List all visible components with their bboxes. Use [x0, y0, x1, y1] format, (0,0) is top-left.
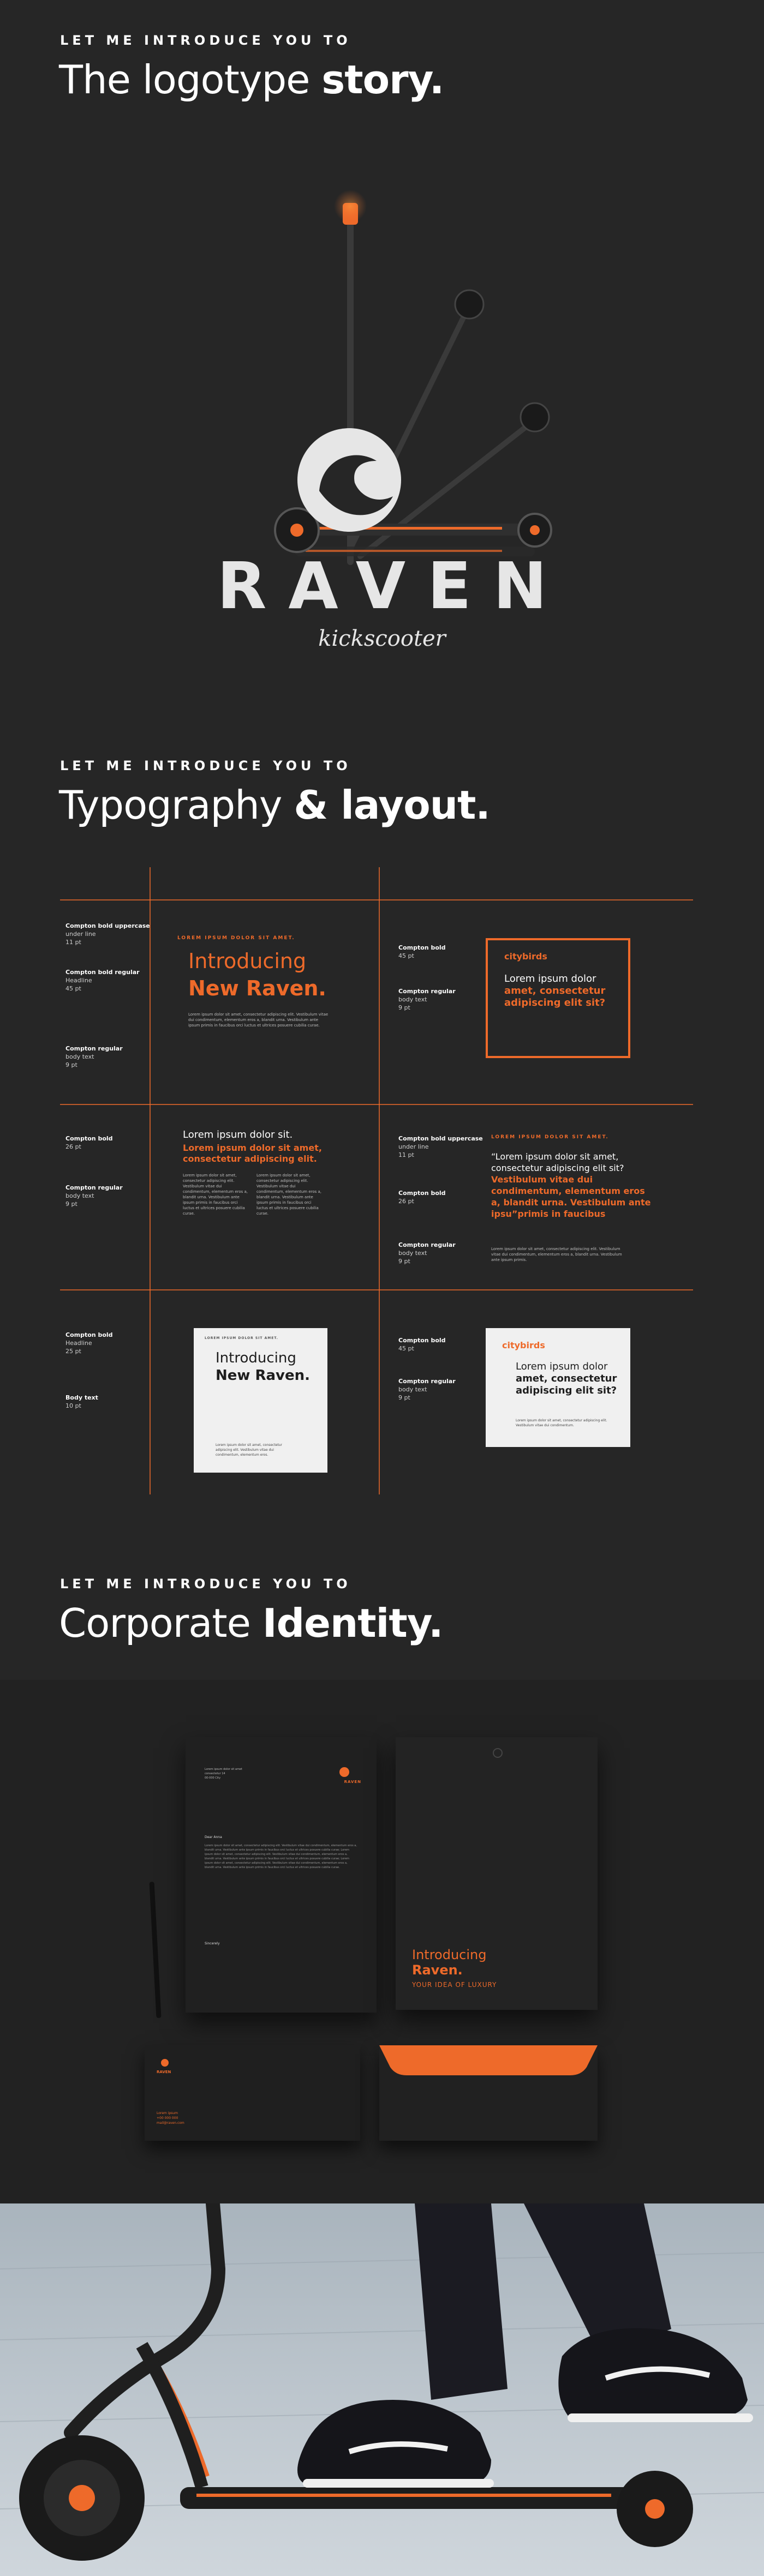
spec-underline-2: Compton bold uppercase under line 11 pt	[398, 1135, 483, 1158]
citybirds-white-brand: citybirds	[502, 1340, 545, 1350]
citybirds-white-text: Lorem ipsum dolor amet, consectetur adipiscing elit sit?	[516, 1361, 617, 1396]
pen	[149, 1882, 161, 2018]
business-card-logo-icon	[161, 2059, 169, 2067]
white-card-heading: Introducing	[216, 1350, 296, 1366]
logo-tagline: kickscooter	[318, 626, 446, 651]
typography-eyebrow: LET ME INTRODUCE YOU TO	[60, 758, 351, 773]
citybirds-white-card	[486, 1328, 630, 1447]
photo-scooter-deck	[180, 2487, 671, 2509]
spec-headline-25: Compton bold Headline 25 pt	[65, 1331, 113, 1355]
business-card-brand: RAVEN	[157, 2070, 171, 2074]
panel1-body: Lorem ipsum dolor sit amet, consectetur adipiscing elit. Vestibulum vitae dui condimentum, elementum eros a, blandit urna. Vestibulum ante ipsum primis in faucibus orci luctus et ultrices posuere cubilia curae.	[188, 1012, 329, 1028]
envelope-button	[493, 1748, 503, 1758]
spec-body: Compton regular body text 9 pt	[65, 1045, 123, 1068]
letterhead-greeting: Dear Anna	[205, 1835, 222, 1839]
spec-headline: Compton bold regular Headline 45 pt	[65, 969, 140, 992]
large-envelope	[396, 1737, 598, 2010]
spec-bold-26: Compton bold 26 pt	[65, 1135, 113, 1150]
letterhead-signoff: Sincerely	[205, 1942, 220, 1945]
letterhead	[186, 1737, 377, 2013]
panel4-body: Lorem ipsum dolor sit amet, consectetur adipiscing elit. Vestibulum vitae dui condimentum, elementum eros a, blandit urna. Vestibulum ante ipsum primis.	[491, 1247, 622, 1262]
citybirds-text: Lorem ipsum dolor amet, consectetur adipiscing elit sit?	[504, 973, 606, 1008]
citybirds-outline-card	[486, 938, 630, 1058]
white-card-kicker: LOREM IPSUM DOLOR SIT AMET.	[205, 1336, 278, 1340]
spec-body-2: Compton regular body text 9 pt	[398, 988, 456, 1011]
panel1-kicker: LOREM IPSUM DOLOR SIT AMET.	[177, 935, 295, 941]
logo-section-title: The logotype story.	[59, 57, 444, 103]
white-card-body: Lorem ipsum dolor sit amet, consectetur adipiscing elit. Vestibulum vitae dui condimentum, elementum eros.	[216, 1443, 283, 1457]
ghost-wheel-1	[455, 290, 484, 319]
logo-wordmark: RAVEN	[217, 548, 569, 623]
envelope-heading-bold: Raven.	[412, 1962, 463, 1978]
dl-envelope	[379, 2045, 598, 2141]
spec-bold-26-b: Compton bold 26 pt	[398, 1190, 446, 1205]
citybirds-white-body: Lorem ipsum dolor sit amet, consectetur adipiscing elit. Vestibulum vitae dui condimentum.	[516, 1419, 607, 1427]
spec-body-10: Body text 10 pt	[65, 1394, 98, 1409]
business-card	[145, 2045, 360, 2141]
introducing-white-card	[194, 1328, 327, 1473]
spec-body-5: Compton regular body text 9 pt	[398, 1378, 456, 1401]
letterhead-brand: RAVEN	[344, 1780, 361, 1784]
envelope-tagline: YOUR IDEA OF LUXURY	[412, 1981, 497, 1989]
spec-bold-45-b: Compton bold 45 pt	[398, 1337, 446, 1352]
corporate-eyebrow: LET ME INTRODUCE YOU TO	[60, 1576, 351, 1592]
typography-grid	[0, 862, 764, 1500]
panel3-subheading: Lorem ipsum dolor sit amet, consectetur adipiscing elit.	[183, 1143, 322, 1164]
corporate-section-title: Corporate Identity.	[59, 1600, 443, 1646]
corporate-identity-mockup	[0, 1680, 764, 2203]
citybirds-brand: citybirds	[504, 951, 547, 962]
letterhead-logo-icon	[339, 1767, 349, 1777]
spec-underline: Compton bold uppercase under line 11 pt	[65, 922, 150, 946]
spec-body-3: Compton regular body text 9 pt	[65, 1184, 123, 1208]
spec-body-4: Compton regular body text 9 pt	[398, 1241, 456, 1265]
panel1-heading-bold: New Raven.	[188, 976, 326, 1000]
ghost-wheel-2	[521, 403, 549, 431]
panel3-body-col2: Lorem ipsum dolor sit amet, consectetur adipiscing elit. Vestibulum vitae dui condimentum, elementum eros a, blandit urna. Vestibulum ante ipsum primis in faucibus orci luctus et ultrices posuere cubilia curae.	[256, 1173, 322, 1216]
dl-envelope-flap	[379, 2045, 598, 2078]
photo-legs	[415, 2203, 508, 2400]
spec-bold-45: Compton bold 45 pt	[398, 944, 446, 959]
panel4-kicker: LOREM IPSUM DOLOR SIT AMET.	[491, 1134, 609, 1140]
panel3-body-col1: Lorem ipsum dolor sit amet, consectetur adipiscing elit. Vestibulum vitae dui condimentum, elementum eros a, blandit urna. Vestibulum ante ipsum primis in faucibus orci luctus et ultrices posuere cubilia curae.	[183, 1173, 248, 1216]
white-card-heading-bold: New Raven.	[216, 1367, 310, 1384]
lifestyle-photo	[0, 2203, 764, 2576]
letterhead-address: Lorem ipsum dolor sit amet consectetur 14 00-000 City	[205, 1768, 242, 1780]
typography-section-title: Typography & layout.	[59, 782, 490, 828]
envelope-heading: Introducing	[412, 1947, 487, 1962]
panel3-heading: Lorem ipsum dolor sit.	[183, 1129, 293, 1140]
letterhead-body: Lorem ipsum dolor sit amet, consectetur adipiscing elit. Vestibulum vitae dui condimentum, elementum eros a, blandit urna. Vestibulum ante ipsum primis in faucibus orci luctus et ultrices posuere cubilia curae; Lorem ipsum dolor sit amet, consectetur adipiscing elit. Vestibulum vitae dui condimentum, elementum eros a, blandit urna. Vestibulum ante ipsum primis in faucibus orci luctus et ultrices posuere cubilia curae; Lorem ipsum dolor sit amet, consectetur adipiscing elit. Vestibulum vitae dui condimentum, elementum eros a, blandit urna. Vestibulum ante ipsum primis in faucibus orci luctus et ultrices posuere cubilia curae.	[205, 1844, 357, 1869]
panel1-heading: Introducing	[188, 949, 307, 973]
logo-eyebrow: LET ME INTRODUCE YOU TO	[60, 33, 351, 48]
business-card-contact: Lorem ipsum +00 000 000 mail@raven.com	[157, 2111, 184, 2125]
panel4-quote: “Lorem ipsum dolor sit amet, consectetur adipiscing elit sit? Vestibulum vitae dui condimentum, elementum eros a, blandit urna. Vestibulum ante ipsu”primis in faucibus	[491, 1151, 651, 1219]
